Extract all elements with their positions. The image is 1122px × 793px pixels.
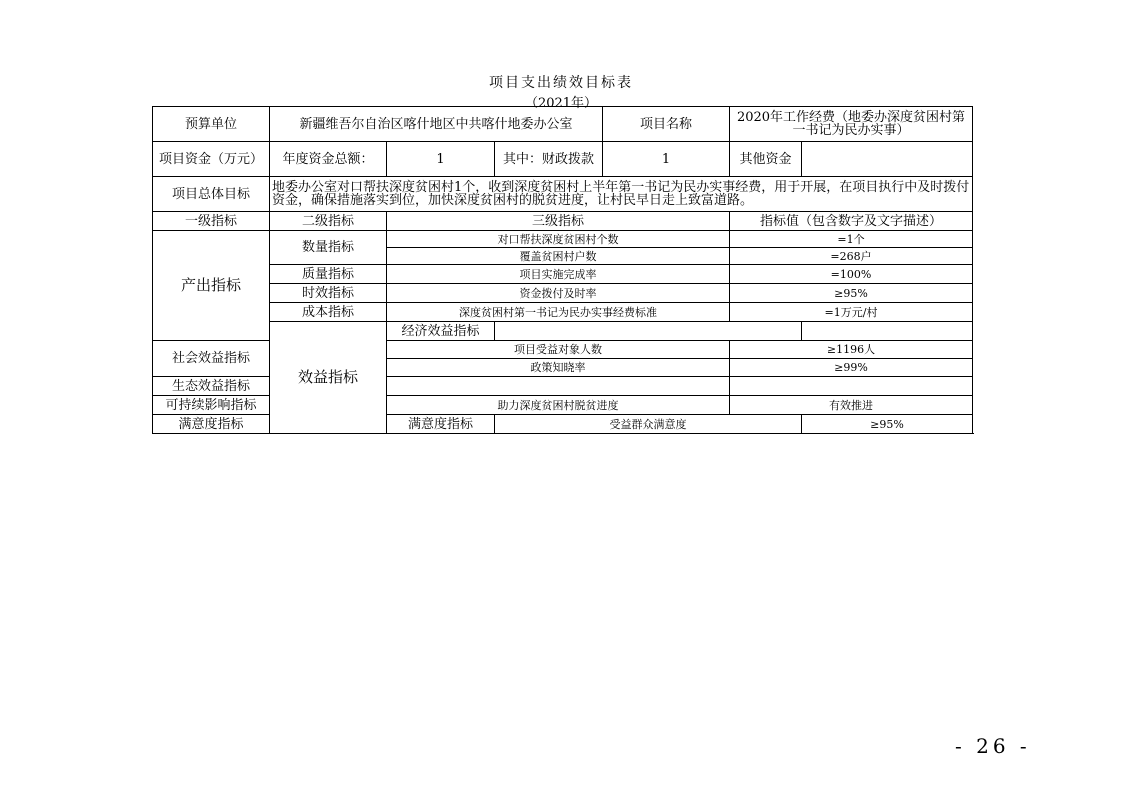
col-header-level2: 二级指标 bbox=[270, 212, 387, 231]
annual-total-value: 1 bbox=[387, 142, 495, 177]
quantity-item-value: =1个 bbox=[730, 231, 973, 248]
cost-indicator-label: 成本指标 bbox=[270, 303, 387, 322]
table-row bbox=[153, 177, 973, 212]
overall-goal-label: 项目总体目标 bbox=[153, 177, 270, 212]
performance-goal-table bbox=[152, 106, 973, 434]
table-row bbox=[153, 212, 973, 231]
satisfaction-sub-label: 满意度指标 bbox=[387, 415, 495, 434]
ecological-indicator-label: 生态效益指标 bbox=[153, 377, 270, 396]
sustainability-indicator-label: 可持续影响指标 bbox=[153, 396, 270, 415]
ecological-item-name bbox=[387, 377, 730, 396]
other-funds-label: 其他资金 bbox=[730, 142, 802, 177]
document-title: 项目支出绩效目标表 bbox=[489, 75, 633, 91]
table-row bbox=[153, 284, 973, 303]
satisfaction-item-name: 受益群众满意度 bbox=[495, 415, 802, 434]
timeliness-item-value: ≥95% bbox=[730, 284, 973, 303]
fiscal-funds-value: 1 bbox=[603, 142, 730, 177]
quantity-indicator-label: 数量指标 bbox=[270, 231, 387, 265]
project-name-value: 2020年工作经费（地委办深度贫困村第一书记为民办实事） bbox=[730, 107, 973, 142]
quantity-item-name: 对口帮扶深度贫困村个数 bbox=[387, 231, 730, 248]
document-subtitle: （2021年） bbox=[524, 96, 598, 111]
fiscal-funds-label: 其中：财政拨款 bbox=[495, 142, 603, 177]
project-funds-label: 项目资金（万元） bbox=[153, 142, 270, 177]
budget-unit-label: 预算单位 bbox=[153, 107, 270, 142]
table-row bbox=[153, 142, 973, 177]
sustainability-item-value: 有效推进 bbox=[730, 396, 973, 415]
table-row bbox=[153, 322, 973, 341]
social-item-name: 政策知晓率 bbox=[387, 359, 730, 377]
social-indicator-label: 社会效益指标 bbox=[153, 341, 270, 377]
satisfaction-indicator-label: 满意度指标 bbox=[153, 415, 270, 434]
col-header-level1: 一级指标 bbox=[153, 212, 270, 231]
table-row bbox=[153, 231, 973, 248]
economic-indicator-label: 经济效益指标 bbox=[387, 322, 495, 341]
quantity-item-name: 覆盖贫困村户数 bbox=[387, 248, 730, 265]
output-indicator-label: 产出指标 bbox=[153, 231, 270, 341]
social-item-value: ≥1196人 bbox=[730, 341, 973, 359]
table-row bbox=[153, 265, 973, 284]
quality-indicator-label: 质量指标 bbox=[270, 265, 387, 284]
timeliness-indicator-label: 时效指标 bbox=[270, 284, 387, 303]
table-row bbox=[153, 107, 973, 142]
social-item-value: ≥99% bbox=[730, 359, 973, 377]
economic-item-name bbox=[495, 322, 802, 341]
benefit-indicator-label: 效益指标 bbox=[270, 322, 387, 434]
economic-item-value bbox=[802, 322, 973, 341]
overall-goal-text: 地委办公室对口帮扶深度贫困村1个，收到深度贫困村上半年第一书记为民办实事经费，用于开展，在项目执行中及时拨付资金，确保措施落实到位，加快深度贫困村的脱贫进度，让村民早日走上致富道路。 bbox=[270, 177, 973, 212]
other-funds-value bbox=[802, 142, 973, 177]
social-item-name: 项目受益对象人数 bbox=[387, 341, 730, 359]
annual-total-label: 年度资金总额： bbox=[270, 142, 387, 177]
cost-item-value: =1万元/村 bbox=[730, 303, 973, 322]
sustainability-item-name: 助力深度贫困村脱贫进度 bbox=[387, 396, 730, 415]
quantity-item-value: =268户 bbox=[730, 248, 973, 265]
col-header-level3: 三级指标 bbox=[387, 212, 730, 231]
timeliness-item-name: 资金拨付及时率 bbox=[387, 284, 730, 303]
satisfaction-item-value: ≥95% bbox=[802, 415, 973, 434]
project-name-label: 项目名称 bbox=[603, 107, 730, 142]
quality-item-value: =100% bbox=[730, 265, 973, 284]
cost-item-name: 深度贫困村第一书记为民办实事经费标准 bbox=[387, 303, 730, 322]
quality-item-name: 项目实施完成率 bbox=[387, 265, 730, 284]
page-number: - 26 - bbox=[955, 734, 1031, 758]
col-header-value: 指标值（包含数字及文字描述） bbox=[730, 212, 973, 231]
ecological-item-value bbox=[730, 377, 973, 396]
table-row bbox=[153, 303, 973, 322]
budget-unit-value: 新疆维吾尔自治区喀什地区中共喀什地委办公室 bbox=[270, 107, 603, 142]
